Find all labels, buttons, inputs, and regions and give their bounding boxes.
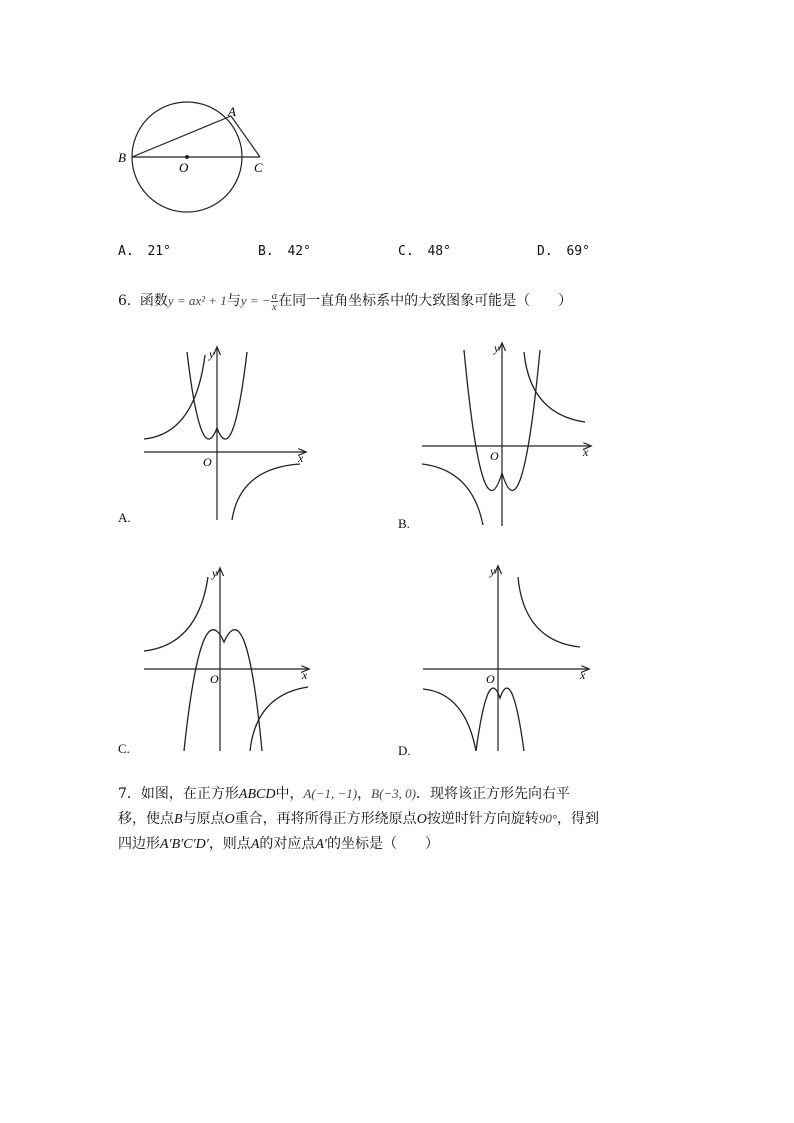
parabola-curve — [476, 688, 524, 751]
q7-line2-b: 与原点 — [182, 811, 225, 827]
q5-option-d — [537, 244, 590, 259]
q5-circle-figure — [110, 95, 280, 225]
label-b: B — [118, 150, 126, 165]
q7-line2-e: ，得到 — [557, 811, 600, 827]
q7-quad-name: A′B′C′D′ — [160, 837, 209, 852]
hyperbola-left-branch — [423, 689, 476, 751]
q5-option-b-value: 42° — [287, 244, 311, 259]
q6-formula-2-lhs: y = − — [240, 293, 271, 308]
q5-option-a-value: 21° — [147, 244, 171, 259]
q6-stem — [118, 288, 572, 314]
axis-y-label: y — [490, 564, 496, 578]
q7-line3-a: 四边形 — [118, 836, 160, 852]
q7-line2-c: 重合，再将所得正方形绕原点 — [234, 811, 417, 827]
q6-number: 6. — [118, 293, 132, 309]
hyperbola-right-branch — [518, 577, 580, 647]
axis-y-label: y — [212, 566, 218, 580]
label-a: A — [228, 104, 236, 119]
axis-x-label: x — [302, 668, 308, 682]
q7-line-1 — [118, 783, 570, 803]
q5-option-a — [118, 244, 171, 259]
q6-text-before: 函数 — [139, 293, 168, 309]
q7-line3-b: ，则点 — [208, 836, 251, 852]
q7-line1-b: 中， — [275, 786, 304, 802]
axis-x-label: x — [298, 451, 304, 465]
hyperbola-left-branch — [144, 577, 208, 651]
q7-line-2 — [118, 808, 599, 828]
origin-label: O — [210, 672, 219, 686]
q5-option-d-letter: D. — [537, 244, 553, 259]
q5-option-b — [258, 244, 311, 259]
axis-x-label: x — [580, 668, 586, 682]
q5-option-c-value: 48° — [427, 244, 451, 259]
q7-line2-d: 按逆时针方向旋转 — [426, 811, 539, 827]
q7-point-a: A(−1, −1) — [303, 786, 358, 801]
q7-point-b: B(−3, 0) — [371, 786, 417, 801]
q7-angle: 90° — [538, 811, 558, 826]
q6-graph-d-label: D. — [398, 743, 411, 758]
q7-point-b-name: B — [174, 812, 183, 827]
q5-option-a-letter: A. — [118, 244, 134, 259]
axis-y-label: y — [209, 347, 215, 361]
hyperbola-right-branch — [250, 687, 308, 751]
q6-formula-2-fraction — [271, 291, 279, 312]
hyperbola-right-branch — [232, 464, 300, 520]
q6-graph-b-label: B. — [398, 516, 410, 531]
segment-ac — [231, 116, 260, 157]
q5-option-d-value: 69° — [566, 244, 590, 259]
q7-point-a-name: A — [250, 837, 260, 852]
segment-ba — [132, 116, 231, 157]
label-o: O — [179, 160, 189, 175]
q7-origin-name-2: O — [416, 812, 427, 827]
q6-graph-a — [140, 340, 310, 525]
q6-graph-d — [420, 563, 595, 755]
label-c: C — [254, 160, 263, 175]
parabola-curve — [184, 630, 262, 751]
q7-comma: ， — [357, 786, 372, 802]
q7-origin-name: O — [224, 812, 235, 827]
q6-fraction-denominator: x — [271, 300, 277, 313]
q6-fraction-numerator: a — [271, 289, 278, 302]
origin-label: O — [490, 449, 499, 463]
q6-text-after: 在同一直角坐标系中的大致图象可能是（ ） — [278, 293, 573, 309]
hyperbola-left-branch — [422, 464, 483, 525]
q6-graph-c — [140, 565, 315, 755]
q7-point-a-prime: A′ — [315, 837, 327, 852]
q7-square-name: ABCD — [238, 787, 276, 802]
center-dot — [185, 155, 189, 159]
q5-option-c — [398, 244, 451, 259]
q7-line-3 — [118, 833, 439, 853]
q7-line2-a: 移，使点 — [118, 811, 174, 827]
origin-label: O — [486, 672, 495, 686]
q5-option-b-letter: B. — [258, 244, 274, 259]
q7-line1-a: 7．如图，在正方形 — [118, 786, 239, 802]
q7-line1-c: ．现将该正方形先向右平 — [416, 786, 571, 802]
q7-line3-d: 的坐标是（ ） — [327, 836, 439, 852]
q6-graph-b — [420, 340, 595, 530]
q5-option-c-letter: C. — [398, 244, 414, 259]
origin-label: O — [203, 455, 212, 469]
q6-graph-c-label: C. — [118, 741, 130, 756]
q6-text-mid: 与 — [226, 293, 241, 309]
hyperbola-left-branch — [144, 355, 205, 439]
q6-graph-a-label: A. — [118, 510, 131, 525]
q7-line3-c: 的对应点 — [259, 836, 316, 852]
q6-formula-1: y = ax² + 1 — [167, 293, 227, 308]
axis-y-label: y — [494, 341, 500, 355]
axis-x-label: x — [583, 445, 589, 459]
